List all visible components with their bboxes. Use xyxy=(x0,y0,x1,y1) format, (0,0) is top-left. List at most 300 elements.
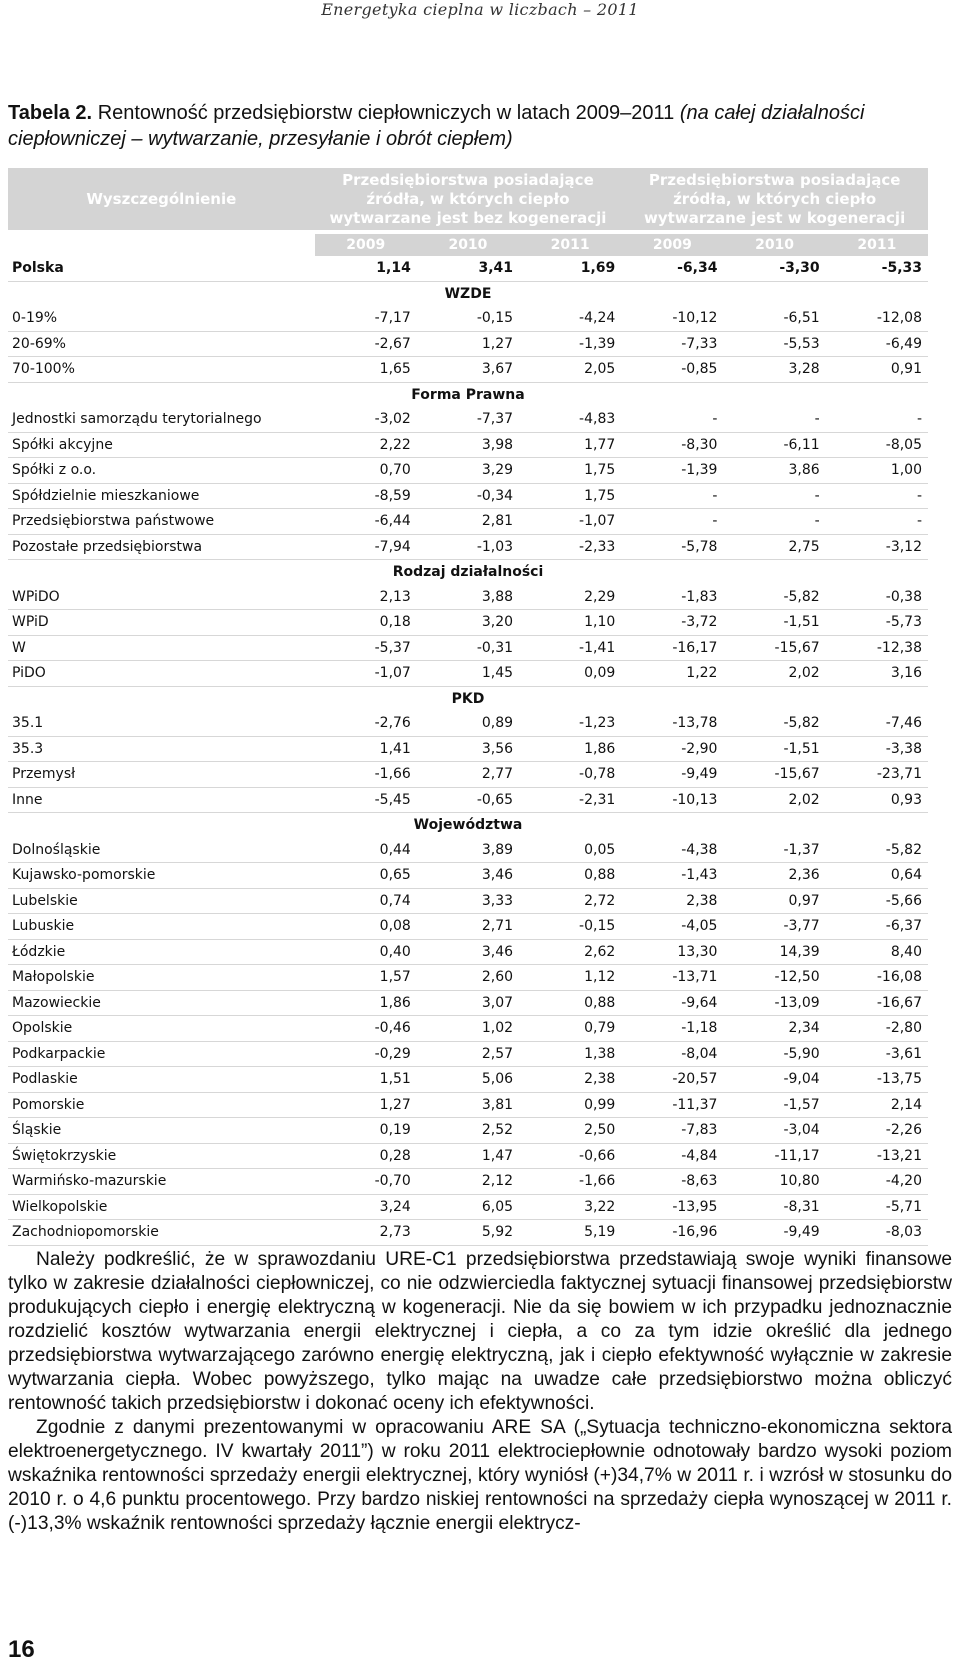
row-label: WPiD xyxy=(8,610,315,636)
value-cell: 2,81 xyxy=(417,509,519,535)
value-cell: -4,84 xyxy=(621,1143,723,1169)
value-cell: 1,22 xyxy=(621,661,723,687)
value-cell: -7,17 xyxy=(315,306,417,331)
value-cell: -13,21 xyxy=(826,1143,928,1169)
value-cell: -7,37 xyxy=(417,407,519,432)
year-header: 2011 xyxy=(519,232,621,256)
value-cell: -1,43 xyxy=(621,863,723,889)
value-cell: -5,78 xyxy=(621,534,723,560)
table-row xyxy=(8,888,928,914)
value-cell: - xyxy=(723,509,825,535)
value-cell: -0,34 xyxy=(417,483,519,509)
value-cell: -1,39 xyxy=(519,331,621,357)
value-cell: 14,39 xyxy=(723,939,825,965)
value-cell: 0,05 xyxy=(519,838,621,863)
value-cell: 8,40 xyxy=(826,939,928,965)
value-cell: -5,66 xyxy=(826,888,928,914)
value-cell: 3,46 xyxy=(417,863,519,889)
table-row xyxy=(8,661,928,687)
table-row xyxy=(8,306,928,331)
value-cell: 0,74 xyxy=(315,888,417,914)
value-cell: 3,89 xyxy=(417,838,519,863)
year-header: 2009 xyxy=(621,232,723,256)
value-cell: -1,57 xyxy=(723,1092,825,1118)
value-cell: 3,41 xyxy=(417,256,519,281)
value-cell: -0,78 xyxy=(519,762,621,788)
row-label: Pomorskie xyxy=(8,1092,315,1118)
value-cell: 0,91 xyxy=(826,357,928,383)
value-cell: - xyxy=(621,509,723,535)
value-cell: 0,44 xyxy=(315,838,417,863)
value-cell: 0,79 xyxy=(519,1016,621,1042)
table-row xyxy=(8,331,928,357)
row-label: Przemysł xyxy=(8,762,315,788)
table-row xyxy=(8,762,928,788)
value-cell: -15,67 xyxy=(723,762,825,788)
value-cell: 0,89 xyxy=(417,711,519,736)
table-row xyxy=(8,357,928,383)
value-cell: 1,69 xyxy=(519,256,621,281)
value-cell: - xyxy=(826,509,928,535)
value-cell: 2,52 xyxy=(417,1118,519,1144)
value-cell: -16,96 xyxy=(621,1220,723,1246)
value-cell: 2,14 xyxy=(826,1092,928,1118)
value-cell: -2,31 xyxy=(519,787,621,813)
table-row xyxy=(8,1143,928,1169)
value-cell: 3,46 xyxy=(417,939,519,965)
value-cell: -8,31 xyxy=(723,1194,825,1220)
value-cell: -6,11 xyxy=(723,432,825,458)
value-cell: - xyxy=(621,407,723,432)
table-row xyxy=(8,610,928,636)
row-label: Spółki z o.o. xyxy=(8,458,315,484)
value-cell: 5,92 xyxy=(417,1220,519,1246)
table-row xyxy=(8,863,928,889)
value-cell: -6,44 xyxy=(315,509,417,535)
value-cell: 1,10 xyxy=(519,610,621,636)
row-label: Zachodniopomorskie xyxy=(8,1220,315,1246)
value-cell: 3,33 xyxy=(417,888,519,914)
year-header-blank xyxy=(8,232,315,256)
value-cell: 1,00 xyxy=(826,458,928,484)
value-cell: 0,09 xyxy=(519,661,621,687)
value-cell: 3,56 xyxy=(417,736,519,762)
value-cell: -7,46 xyxy=(826,711,928,736)
value-cell: 3,24 xyxy=(315,1194,417,1220)
section-heading: PKD xyxy=(451,690,485,707)
value-cell: -10,13 xyxy=(621,787,723,813)
section-row xyxy=(8,560,928,585)
value-cell: -13,09 xyxy=(723,990,825,1016)
value-cell: 2,73 xyxy=(315,1220,417,1246)
value-cell: 3,22 xyxy=(519,1194,621,1220)
table-row xyxy=(8,1016,928,1042)
value-cell: -13,71 xyxy=(621,965,723,991)
body-text xyxy=(8,1248,952,1536)
table-body xyxy=(8,256,928,1245)
value-cell: 3,28 xyxy=(723,357,825,383)
body-paragraph: Zgodnie z danymi prezentowanymi w opracowaniu ARE SA („Sytuacja techniczno-ekonomiczna sektora elektroenergetycznego. IV kwartały 2011”) w roku 2011 elektrociepłownie odnotowały bardzo wysoki poziom wskaźnika rentowności sprzedaży energii elektrycznej, który wyniósł (+)34,7% w 2011 r. i wzrósł w stosunku do 2010 r. o 4,6 punktu procentowego. Przy bardzo niskiej rentowności na sprzedaży ciepła wynoszącej w 2011 r. (-)13,3% wskaźnik rentowności sprzedaży łącznie energii elektrycz- xyxy=(8,1417,952,1534)
row-label: Inne xyxy=(8,787,315,813)
value-cell: -0,46 xyxy=(315,1016,417,1042)
value-cell: -0,66 xyxy=(519,1143,621,1169)
value-cell: 0,88 xyxy=(519,990,621,1016)
value-cell: 2,05 xyxy=(519,357,621,383)
value-cell: -1,83 xyxy=(621,585,723,610)
value-cell: 0,19 xyxy=(315,1118,417,1144)
value-cell: -13,78 xyxy=(621,711,723,736)
value-cell: -6,51 xyxy=(723,306,825,331)
value-cell: 0,99 xyxy=(519,1092,621,1118)
value-cell: 0,70 xyxy=(315,458,417,484)
value-cell: -8,04 xyxy=(621,1041,723,1067)
value-cell: 2,75 xyxy=(723,534,825,560)
value-cell: -6,37 xyxy=(826,914,928,940)
row-label: Przedsiębiorstwa państwowe xyxy=(8,509,315,535)
body-paragraph: Należy podkreślić, że w sprawozdaniu URE-C1 przedsiębiorstwa przedstawiają swoje wyniki finansowe tylko w zakresie działalności ciepłowniczej, co nie odzwierciedla faktycznej sytuacji finansowej przedsiębiorstw produkujących ciepło i energię elektryczną w kogeneracji. Nie da się bowiem w ich przypadku jednoznacznie rozdzielić kosztów wytwarzania energii elektrycznej i ciepła, a co za tym idzie określić dla jednego przedsiębiorstwa wytwarzającego zarówno energię elektryczną, jak i ciepło efektywność wyłącznie w zakresie wytwarzania ciepła. Wobec powyższego, tylko mając na uwadze całe przedsiębiorstwo można obliczyć rentowność takich przedsiębiorstw i dokonać oceny ich efektywności. xyxy=(8,1249,952,1414)
table-row xyxy=(8,635,928,661)
value-cell: -9,49 xyxy=(621,762,723,788)
value-cell: -7,83 xyxy=(621,1118,723,1144)
row-label: PiDO xyxy=(8,661,315,687)
value-cell: -0,38 xyxy=(826,585,928,610)
value-cell: 1,45 xyxy=(417,661,519,687)
year-header-row xyxy=(8,232,928,256)
row-label: 35.1 xyxy=(8,711,315,736)
row-label: Dolnośląskie xyxy=(8,838,315,863)
table-row xyxy=(8,534,928,560)
value-cell: 2,02 xyxy=(723,661,825,687)
row-label: 0-19% xyxy=(8,306,315,331)
value-cell: -2,90 xyxy=(621,736,723,762)
row-label: Wielkopolskie xyxy=(8,1194,315,1220)
table-row xyxy=(8,1092,928,1118)
value-cell: -16,17 xyxy=(621,635,723,661)
value-cell: -15,67 xyxy=(723,635,825,661)
value-cell: 1,27 xyxy=(417,331,519,357)
value-cell: 1,27 xyxy=(315,1092,417,1118)
value-cell: -9,49 xyxy=(723,1220,825,1246)
row-label: Spółdzielnie mieszkaniowe xyxy=(8,483,315,509)
value-cell: -2,26 xyxy=(826,1118,928,1144)
table-row xyxy=(8,711,928,736)
value-cell: -20,57 xyxy=(621,1067,723,1093)
table-row xyxy=(8,1041,928,1067)
year-header: 2010 xyxy=(723,232,825,256)
value-cell: 1,86 xyxy=(315,990,417,1016)
value-cell: 1,14 xyxy=(315,256,417,281)
value-cell: 0,40 xyxy=(315,939,417,965)
value-cell: 3,16 xyxy=(826,661,928,687)
value-cell: -5,53 xyxy=(723,331,825,357)
section-row xyxy=(8,281,928,306)
table-row xyxy=(8,736,928,762)
value-cell: -2,76 xyxy=(315,711,417,736)
value-cell: 1,77 xyxy=(519,432,621,458)
value-cell: -4,24 xyxy=(519,306,621,331)
value-cell: 5,06 xyxy=(417,1067,519,1093)
value-cell: 3,88 xyxy=(417,585,519,610)
row-label: WPiDO xyxy=(8,585,315,610)
row-label: Jednostki samorządu terytorialnego xyxy=(8,407,315,432)
value-cell: -13,95 xyxy=(621,1194,723,1220)
value-cell: 1,57 xyxy=(315,965,417,991)
row-label: 20-69% xyxy=(8,331,315,357)
value-cell: 0,97 xyxy=(723,888,825,914)
section-row xyxy=(8,813,928,838)
value-cell: 5,19 xyxy=(519,1220,621,1246)
value-cell: -8,30 xyxy=(621,432,723,458)
value-cell: -16,67 xyxy=(826,990,928,1016)
row-label: Pozostałe przedsiębiorstwa xyxy=(8,534,315,560)
value-cell: 1,47 xyxy=(417,1143,519,1169)
row-label: Spółki akcyjne xyxy=(8,432,315,458)
value-cell: -0,70 xyxy=(315,1169,417,1195)
running-header: Energetyka cieplna w liczbach – 2011 xyxy=(321,0,639,19)
value-cell: -9,64 xyxy=(621,990,723,1016)
value-cell: 2,34 xyxy=(723,1016,825,1042)
value-cell: -7,94 xyxy=(315,534,417,560)
value-cell: -4,20 xyxy=(826,1169,928,1195)
value-cell: -5,82 xyxy=(723,711,825,736)
table-row xyxy=(8,407,928,432)
value-cell: -3,38 xyxy=(826,736,928,762)
value-cell: - xyxy=(621,483,723,509)
value-cell: 2,02 xyxy=(723,787,825,813)
value-cell: -5,45 xyxy=(315,787,417,813)
value-cell: 0,88 xyxy=(519,863,621,889)
value-cell: -1,07 xyxy=(519,509,621,535)
row-label: 35.3 xyxy=(8,736,315,762)
value-cell: 3,86 xyxy=(723,458,825,484)
row-label: Polska xyxy=(8,256,315,281)
value-cell: 2,38 xyxy=(519,1067,621,1093)
value-cell: -6,34 xyxy=(621,256,723,281)
value-cell: -13,75 xyxy=(826,1067,928,1093)
value-cell: -8,59 xyxy=(315,483,417,509)
value-cell: 1,75 xyxy=(519,483,621,509)
table-row xyxy=(8,914,928,940)
section-heading: Forma Prawna xyxy=(411,386,525,403)
row-label: Warmińsko-mazurskie xyxy=(8,1169,315,1195)
table-row xyxy=(8,509,928,535)
row-label: Śląskie xyxy=(8,1118,315,1144)
value-cell: -0,85 xyxy=(621,357,723,383)
table-row xyxy=(8,990,928,1016)
value-cell: 1,65 xyxy=(315,357,417,383)
row-label: Świętokrzyskie xyxy=(8,1143,315,1169)
value-cell: 3,29 xyxy=(417,458,519,484)
table-row xyxy=(8,585,928,610)
value-cell: -6,49 xyxy=(826,331,928,357)
value-cell: 6,05 xyxy=(417,1194,519,1220)
row-label: Lubuskie xyxy=(8,914,315,940)
value-cell: 3,20 xyxy=(417,610,519,636)
row-label: Kujawsko-pomorskie xyxy=(8,863,315,889)
value-cell: -4,38 xyxy=(621,838,723,863)
table-row xyxy=(8,1067,928,1093)
value-cell: -2,67 xyxy=(315,331,417,357)
value-cell: 2,38 xyxy=(621,888,723,914)
value-cell: -16,08 xyxy=(826,965,928,991)
value-cell: -5,82 xyxy=(723,585,825,610)
table-row xyxy=(8,1118,928,1144)
value-cell: 2,62 xyxy=(519,939,621,965)
row-header-cell: Wyszczególnienie xyxy=(8,168,315,232)
value-cell: -1,66 xyxy=(519,1169,621,1195)
value-cell: 2,36 xyxy=(723,863,825,889)
value-cell: -3,61 xyxy=(826,1041,928,1067)
value-cell: -5,82 xyxy=(826,838,928,863)
table-row xyxy=(8,787,928,813)
value-cell: - xyxy=(723,483,825,509)
value-cell: 0,08 xyxy=(315,914,417,940)
value-cell: 1,41 xyxy=(315,736,417,762)
section-heading: WZDE xyxy=(444,285,492,302)
table-row xyxy=(8,458,928,484)
table-title xyxy=(8,100,948,152)
value-cell: -5,33 xyxy=(826,256,928,281)
value-cell: 2,29 xyxy=(519,585,621,610)
table-title-main: Rentowność przedsiębiorstw ciepłowniczych w latach 2009–2011 xyxy=(97,102,675,124)
value-cell: 0,28 xyxy=(315,1143,417,1169)
value-cell: 3,81 xyxy=(417,1092,519,1118)
row-label: 70-100% xyxy=(8,357,315,383)
value-cell: 2,71 xyxy=(417,914,519,940)
row-label: W xyxy=(8,635,315,661)
value-cell: -3,77 xyxy=(723,914,825,940)
profitability-table xyxy=(8,168,928,1246)
year-header: 2011 xyxy=(826,232,928,256)
value-cell: -1,66 xyxy=(315,762,417,788)
value-cell: -10,12 xyxy=(621,306,723,331)
table-row xyxy=(8,256,928,281)
table-row xyxy=(8,432,928,458)
section-row xyxy=(8,382,928,407)
value-cell: 3,67 xyxy=(417,357,519,383)
value-cell: 2,57 xyxy=(417,1041,519,1067)
year-header: 2009 xyxy=(315,232,417,256)
value-cell: -0,15 xyxy=(519,914,621,940)
value-cell: 2,22 xyxy=(315,432,417,458)
value-cell: - xyxy=(826,407,928,432)
value-cell: 1,38 xyxy=(519,1041,621,1067)
value-cell: -23,71 xyxy=(826,762,928,788)
value-cell: -2,80 xyxy=(826,1016,928,1042)
section-row xyxy=(8,686,928,711)
value-cell: -1,07 xyxy=(315,661,417,687)
table-row xyxy=(8,1194,928,1220)
value-cell: 10,80 xyxy=(723,1169,825,1195)
value-cell: -12,50 xyxy=(723,965,825,991)
value-cell: -0,31 xyxy=(417,635,519,661)
year-header: 2010 xyxy=(417,232,519,256)
value-cell: -9,04 xyxy=(723,1067,825,1093)
value-cell: 1,51 xyxy=(315,1067,417,1093)
value-cell: 3,98 xyxy=(417,432,519,458)
value-cell: 2,50 xyxy=(519,1118,621,1144)
section-heading: Rodzaj działalności xyxy=(392,564,544,580)
page-number: 16 xyxy=(8,1636,35,1663)
value-cell: 2,13 xyxy=(315,585,417,610)
group-header-no-cogeneration: Przedsiębiorstwa posiadające źródła, w których ciepło wytwarzane jest bez kogeneracji xyxy=(315,168,622,232)
value-cell: 3,07 xyxy=(417,990,519,1016)
value-cell: -5,73 xyxy=(826,610,928,636)
table-row xyxy=(8,965,928,991)
value-cell: 0,64 xyxy=(826,863,928,889)
value-cell: 2,72 xyxy=(519,888,621,914)
table-row xyxy=(8,1169,928,1195)
value-cell: -0,15 xyxy=(417,306,519,331)
value-cell: 2,77 xyxy=(417,762,519,788)
value-cell: 0,65 xyxy=(315,863,417,889)
row-label: Mazowieckie xyxy=(8,990,315,1016)
value-cell: -12,08 xyxy=(826,306,928,331)
row-label: Małopolskie xyxy=(8,965,315,991)
table-row xyxy=(8,939,928,965)
value-cell: -0,65 xyxy=(417,787,519,813)
section-heading: Województwa xyxy=(413,817,523,833)
value-cell: -8,03 xyxy=(826,1220,928,1246)
value-cell: -4,05 xyxy=(621,914,723,940)
table-row xyxy=(8,1220,928,1246)
value-cell: 1,02 xyxy=(417,1016,519,1042)
value-cell: -2,33 xyxy=(519,534,621,560)
value-cell: -1,51 xyxy=(723,736,825,762)
row-label: Podlaskie xyxy=(8,1067,315,1093)
value-cell: -11,17 xyxy=(723,1143,825,1169)
row-label: Łódzkie xyxy=(8,939,315,965)
row-label: Opolskie xyxy=(8,1016,315,1042)
value-cell: 1,12 xyxy=(519,965,621,991)
value-cell: -3,72 xyxy=(621,610,723,636)
value-cell: -1,23 xyxy=(519,711,621,736)
value-cell: -11,37 xyxy=(621,1092,723,1118)
row-label: Podkarpackie xyxy=(8,1041,315,1067)
value-cell: -4,83 xyxy=(519,407,621,432)
value-cell: 0,93 xyxy=(826,787,928,813)
value-cell: -5,37 xyxy=(315,635,417,661)
table-header-row xyxy=(8,168,928,232)
value-cell: -1,03 xyxy=(417,534,519,560)
value-cell: -3,12 xyxy=(826,534,928,560)
table-label: Tabela 2. xyxy=(8,102,93,124)
value-cell: -0,29 xyxy=(315,1041,417,1067)
value-cell: -1,37 xyxy=(723,838,825,863)
value-cell: -3,04 xyxy=(723,1118,825,1144)
value-cell: 1,86 xyxy=(519,736,621,762)
value-cell: 2,60 xyxy=(417,965,519,991)
table-title-subtitle: (na całej działalności ciepłowniczej – wytwarzanie, przesyłanie i obrót ciepłem) xyxy=(8,102,865,150)
value-cell: -8,63 xyxy=(621,1169,723,1195)
value-cell: -7,33 xyxy=(621,331,723,357)
value-cell: -3,02 xyxy=(315,407,417,432)
group-header-cogeneration: Przedsiębiorstwa posiadające źródła, w których ciepło wytwarzane jest w kogeneracji xyxy=(621,168,928,232)
value-cell: -3,30 xyxy=(723,256,825,281)
value-cell: -8,05 xyxy=(826,432,928,458)
value-cell: -12,38 xyxy=(826,635,928,661)
table-row xyxy=(8,483,928,509)
value-cell: -1,41 xyxy=(519,635,621,661)
value-cell: -1,51 xyxy=(723,610,825,636)
value-cell: - xyxy=(826,483,928,509)
value-cell: -1,39 xyxy=(621,458,723,484)
table-row xyxy=(8,838,928,863)
value-cell: -5,71 xyxy=(826,1194,928,1220)
value-cell: 0,18 xyxy=(315,610,417,636)
value-cell: 13,30 xyxy=(621,939,723,965)
row-label: Lubelskie xyxy=(8,888,315,914)
